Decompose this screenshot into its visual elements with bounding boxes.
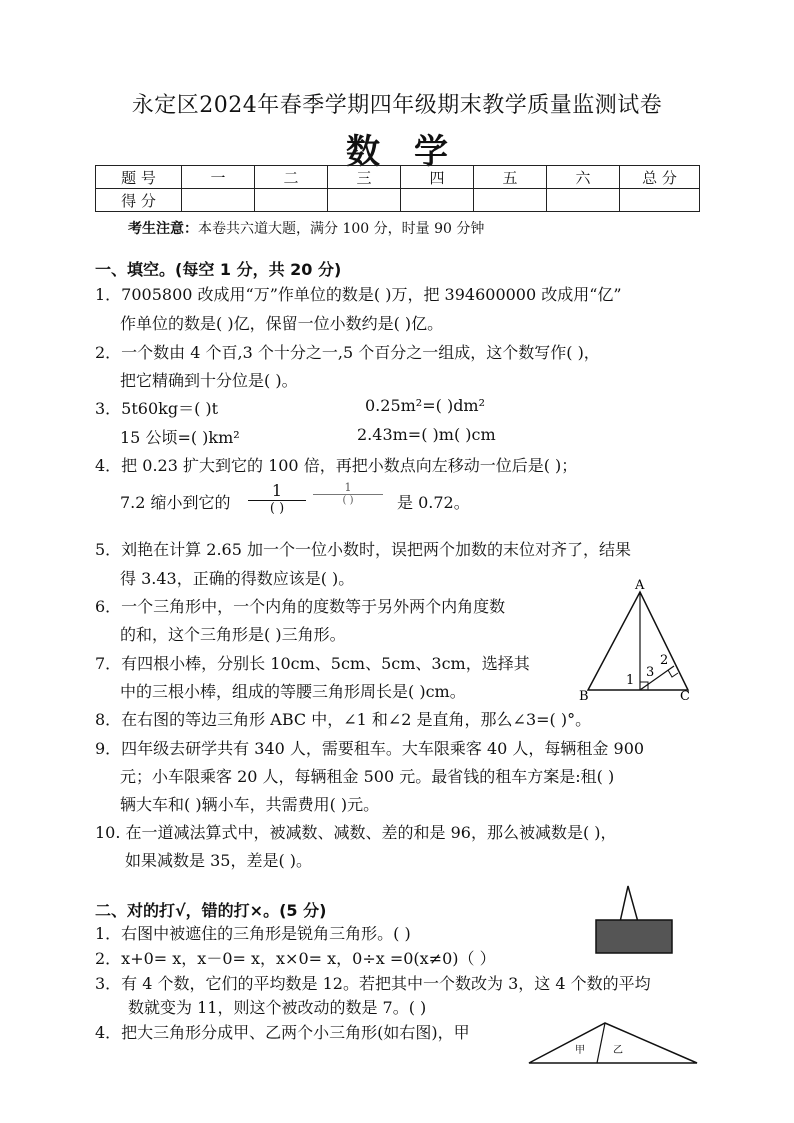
- question-line: 4．把大三角形分成甲、乙两个小三角形(如右图)，甲: [95, 1023, 470, 1042]
- region-label-jia: 甲: [575, 1045, 585, 1056]
- score-cell: 二: [255, 166, 328, 189]
- angle-label-1: 1: [626, 673, 635, 688]
- score-table-header-row: [96, 166, 700, 189]
- score-cell: 四: [401, 166, 474, 189]
- question-line: 1．右图中被遮住的三角形是锐角三角形。( ): [95, 924, 411, 943]
- triangle-abc-figure: [576, 578, 696, 703]
- fraction-denominator: ( ): [342, 495, 354, 506]
- score-table-score-row: [96, 189, 700, 212]
- subject-title: 数学: [346, 132, 482, 172]
- region-label-yi: 乙: [613, 1045, 623, 1056]
- score-table: [95, 165, 700, 212]
- question-line: 3．5t60kg＝( )t: [95, 399, 219, 418]
- score-row-label: 得 分: [96, 189, 182, 212]
- fraction-denominator: ( ): [269, 501, 285, 516]
- question-line: 得 3.43，正确的得数应该是( )。: [120, 569, 355, 588]
- question-line: 2．一个数由 4 个百,3 个十分之一,5 个百分之一组成，这个数写作( )，: [95, 343, 600, 362]
- notice-label: 考生注意：: [128, 221, 198, 237]
- divider-line: [597, 1023, 605, 1063]
- score-cell: 三: [328, 166, 401, 189]
- right-angle-mark: [668, 670, 678, 677]
- question-line: 8．在右图的等边三角形 ABC 中，∠1 和∠2 是直角，那么∠3=( )°。: [95, 710, 592, 729]
- question-line: 10. 在一道减法算式中，被减数、减数、差的和是 96，那么被减数是( )，: [95, 823, 617, 842]
- question-line: 15 公顷=( )km²: [120, 428, 240, 447]
- triangle-outline: [588, 592, 688, 690]
- question-line: 是 0.72。: [397, 493, 470, 512]
- question-line: 6．一个三角形中，一个内角的度数等于另外两个内角度数: [95, 597, 506, 616]
- fraction-blank-1[interactable]: [248, 481, 306, 516]
- question-line: 0.25m²=( )dm²: [365, 396, 486, 415]
- large-triangle: [529, 1023, 697, 1063]
- angle-label-2: 2: [660, 653, 669, 668]
- question-line: 5．刘艳在计算 2.65 加一个一位小数时，误把两个加数的末位对齐了，结果: [95, 540, 631, 559]
- score-input-cell[interactable]: [182, 189, 255, 212]
- score-input-cell[interactable]: [620, 189, 700, 212]
- score-input-cell[interactable]: [255, 189, 328, 212]
- split-triangle-figure: [525, 1020, 703, 1068]
- question-line: 数就变为 11，则这个被改动的数是 7。( ): [128, 998, 427, 1017]
- score-cell: 题 号: [96, 166, 182, 189]
- question-line: 3．有 4 个数，它们的平均数是 12。若把其中一个数改为 3，这 4 个数的平均: [95, 974, 651, 993]
- question-line: 元；小车限乘客 20 人，每辆租金 500 元。最省钱的租车方案是:租( ): [120, 767, 615, 786]
- vertex-label-c: C: [680, 689, 690, 703]
- question-line: 2.43m=( )m( )cm: [357, 425, 496, 444]
- angle-label-3: 3: [646, 665, 655, 680]
- question-line: 2．x+0= x，x－0= x，x×0= x，0÷x =0(x≠0)（ ）: [95, 949, 496, 968]
- exam-title: 永定区2024年春季学期四年级期末教学质量监测试卷: [131, 93, 663, 118]
- exam-notice: [128, 218, 484, 238]
- question-line: 1．7005800 改成用“万”作单位的数是( )万，把 394600000 改成用“亿”: [95, 285, 622, 304]
- covered-triangle-figure: [594, 884, 676, 956]
- cover-rectangle: [596, 920, 672, 953]
- question-line: 辆大车和( )辆小车，共需费用( )元。: [120, 795, 380, 814]
- fraction-numerator: 1: [344, 481, 352, 494]
- score-cell: 六: [547, 166, 620, 189]
- fraction-blank-2[interactable]: [313, 481, 383, 506]
- score-input-cell[interactable]: [401, 189, 474, 212]
- question-line: 的和，这个三角形是( )三角形。: [120, 625, 346, 644]
- question-line: 9．四年级去研学共有 340 人，需要租车。大车限乘客 40 人，每辆租金 900: [95, 739, 645, 758]
- score-input-cell[interactable]: [547, 189, 620, 212]
- question-line: 7．有四根小棒，分别长 10cm、5cm、5cm、3cm，选择其: [95, 654, 530, 673]
- score-input-cell[interactable]: [328, 189, 401, 212]
- question-line: 如果减数是 35，差是( )。: [125, 851, 313, 870]
- notice-text: 本卷共六道大题，满分 100 分，时量 90 分钟: [198, 221, 485, 237]
- triangle-tip: [620, 886, 638, 922]
- question-line: 把它精确到十分位是( )。: [120, 371, 298, 390]
- question-line: 4．把 0.23 扩大到它的 100 倍，再把小数点向左移动一位后是( )；: [95, 456, 578, 475]
- score-cell: 五: [474, 166, 547, 189]
- question-line: 7.2 缩小到它的: [120, 493, 231, 512]
- score-input-cell[interactable]: [474, 189, 547, 212]
- score-cell: 总 分: [620, 166, 700, 189]
- fraction-numerator: 1: [271, 481, 283, 500]
- vertex-label-b: B: [579, 689, 589, 703]
- score-cell: 一: [182, 166, 255, 189]
- section1-heading: 一、填空。(每空 1 分，共 20 分): [95, 260, 342, 279]
- vertex-label-a: A: [635, 578, 645, 593]
- question-line: 中的三根小棒，组成的等腰三角形周长是( )cm。: [120, 682, 466, 701]
- section2-heading: 二、对的打√，错的打×。(5 分): [95, 901, 327, 920]
- question-line: 作单位的数是( )亿，保留一位小数约是( )亿。: [120, 314, 444, 333]
